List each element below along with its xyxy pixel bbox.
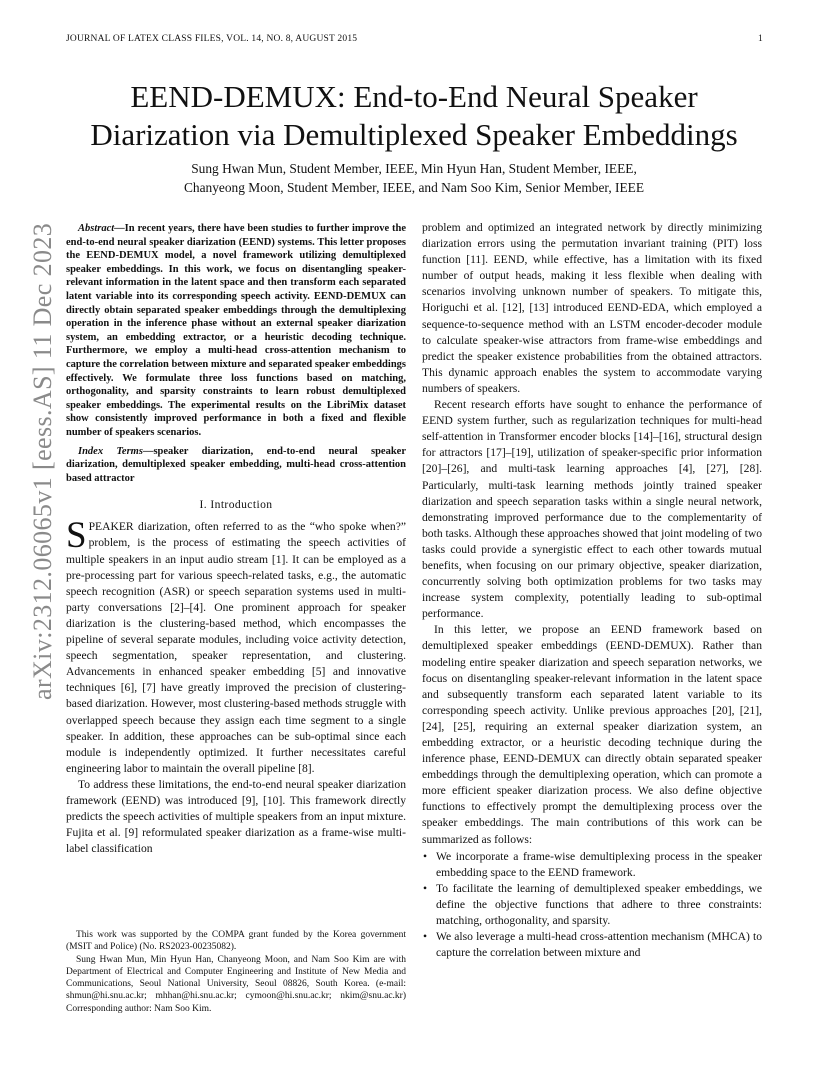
right-paragraph-3: In this letter, we propose an EEND framework based on demultiplexed speaker embeddings (EEND-DEMUX). Rather than modeling entire speaker diarization and speech separation networks, we focus on disentangling speaker-relevant information in the latent space and subsequently transform each separated latent variable to its corresponding speech activity. Unlike previous approaches [20], [21], [24], [25], requiring an external speaker diarization system, an embedding extractor, or a heuristic decoding technique during the inference phase, EEND-DEMUX can directly obtain separated speaker embeddings through the demultiplexing operation, which can promote a more efficient speaker diarization process. We also define objective functions to effectively prompt the demultiplexing process over the speaker embeddings. The main contributions of this work can be summarized as follows:	[422, 623, 762, 846]
intro-paragraph-2: To address these limitations, the end-to-end neural speaker diarization framework (EEND) was introduced [9], [10]. This framework directly predicts the speech activities of multiple speakers from an input mixture. Fujita et al. [9] reformulated speaker diarization as a frame-wise multi-label classification	[66, 777, 406, 856]
index-terms-text: —speaker diarization, end-to-end neural speaker diarization, demultiplexed speaker embedding, multi-head cross-attention based attractor	[66, 445, 407, 484]
contribution-item: • We incorporate a frame-wise demultiplexing process in the speaker embedding space to the EEND framework.	[434, 849, 762, 881]
title-line-2: Diarization via Demultiplexed Speaker Embeddings	[90, 117, 738, 152]
left-column	[66, 222, 406, 857]
journal-header: JOURNAL OF LATEX CLASS FILES, VOL. 14, NO. 8, AUGUST 2015	[66, 34, 358, 44]
abstract-text: —In recent years, there have been studies to further improve the end-to-end neural speaker diarization (EEND) systems. This letter proposes the EEND-DEMUX model, a novel framework utilizing demultiplexed speaker embeddings. In this work, we focus on disentangling speaker-relevant information in the latent space and then transform each separated latent variable into its corresponding speech activity. EEND-DEMUX can directly obtain separated speaker embeddings through the demultiplexing operation in the inference phase without an external speaker diarization system, an embedding extractor, or a heuristic decoding technique. Furthermore, we employ a multi-head cross-attention mechanism to capture the correlation between mixture and separated speaker embeddings effectively. We formulate three loss functions based on matching, orthogonality, and sparsity constraints to learn robust demultiplexed speaker embeddings. The experimental results on the LibriMix dataset show consistently improved performance in both a fixed and flexible number of speakers scenarios.	[66, 223, 406, 438]
footnote-funding: This work was supported by the COMPA grant funded by the Korea government (MSIT and Police) (No. RS2023-00235082).	[66, 930, 406, 953]
author-list	[60, 159, 768, 197]
intro-paragraph-1-text: PEAKER diarization, often referred to as the “who spoke when?” problem, is the process of estimating the speech activities of multiple speakers in an input audio stream [1]. It can be employed as a pre-processing part for various speech-related tasks, e.g., the automatic speech recognition (ASR) or speech separation systems used in multi-party conversations [2]–[4]. One prominent approach for speaker diarization is the clustering-based method, which encompasses the pipeline of several separate modules, including voice activity detection, speech segmentation, speaker representation, and clustering. Advancements in enhanced speaker embedding [5] and innovative techniques [6], [7] have greatly improved the precision of clustering-based diarization. However, most clustering-based methods struggle with overlapped speech because they assign each time segment to a single speaker. In addition, these approaches can be sub-optimal since each module is independently optimized. It further necessitates careful engineering labor to maintain the overall pipeline [8].	[66, 520, 406, 775]
paper-title	[40, 78, 788, 154]
title-line-1: EEND-DEMUX: End-to-End Neural Speaker	[130, 79, 698, 114]
page-number: 1	[758, 34, 763, 44]
index-terms-label: Index Terms	[78, 445, 143, 457]
abstract	[66, 222, 406, 440]
authors-line-1: Sung Hwan Mun, Student Member, IEEE, Min Hyun Han, Student Member, IEEE,	[191, 161, 637, 176]
contribution-item: • To facilitate the learning of demultiplexed speaker embeddings, we define the objective functions that adhere to three constraints: matching, orthogonality, and sparsity.	[434, 881, 762, 929]
right-column	[422, 220, 762, 961]
footnote	[66, 929, 406, 1015]
footnote-affiliation: Sung Hwan Mun, Min Hyun Han, Chanyeong Moon, and Nam Soo Kim are with Department of Electrical and Computer Engineering and Institute of New Media and Communications, Seoul National University, Seoul 08826, South Korea. (e-mail: shmun@hi.snu.ac.kr; mhhan@hi.snu.ac.kr; cymoon@hi.snu.ac.kr; nkim@snu.ac.kr) Corresponding author: Nam Soo Kim.	[66, 954, 406, 1014]
section-heading-introduction: I. Introduction	[199, 498, 273, 512]
right-paragraph-1: problem and optimized an integrated network by directly minimizing diarization errors using the permutation invariant training (PIT) loss function [11]. EEND, while effective, has a limitation with its fixed number of output heads, making it less flexible when dealing with scenarios involving unknown number of speakers. To mitigate this, Horiguchi et al. [12], [13] introduced EEND-EDA, which employed a sequence-to-sequence method with an LSTM encoder-decoder module to calculate speaker-wise attractors from frame-wise embeddings and predict the speaker existence probabilities from the obtained attractors. This dynamic approach enables the system to accommodate varying numbers of speakers.	[422, 221, 762, 395]
arxiv-stamp: arXiv:2312.06065v1 [eess.AS] 11 Dec 2023	[28, 222, 57, 700]
index-terms	[66, 445, 406, 486]
intro-paragraph-1	[66, 515, 406, 777]
authors-line-2: Chanyeong Moon, Student Member, IEEE, and Nam Soo Kim, Senior Member, IEEE	[183, 180, 645, 195]
contributions-list	[422, 849, 762, 962]
abstract-label: Abstract	[78, 223, 115, 234]
contribution-item: • We also leverage a multi-head cross-attention mechanism (MHCA) to capture the correlation between mixture and	[434, 929, 762, 961]
drop-cap: S	[66, 515, 87, 557]
right-paragraph-2: Recent research efforts have sought to enhance the performance of EEND system further, such as regularization techniques for multi-head self-attention in Transformer encoder blocks [14]–[16], structural design for attractors [17]–[19], utilization of speaker-specific prior information [20]–[26], and multi-task learning approaches [4], [27], [28]. Particularly, multi-task learning methods jointly trained speaker diarization and speech separation tasks within a single neural network, demonstrating improved performance due to the complementarity of both tasks. Although these approaches showed that joint modeling of two tasks could provide a synergistic effect to each other towards mutual benefits, when focusing on our primary objective, speaker diarization, concurrently solving both optimization problems for two tasks may increase system complexity, potentially leading to sub-optimal performance.	[422, 398, 762, 621]
